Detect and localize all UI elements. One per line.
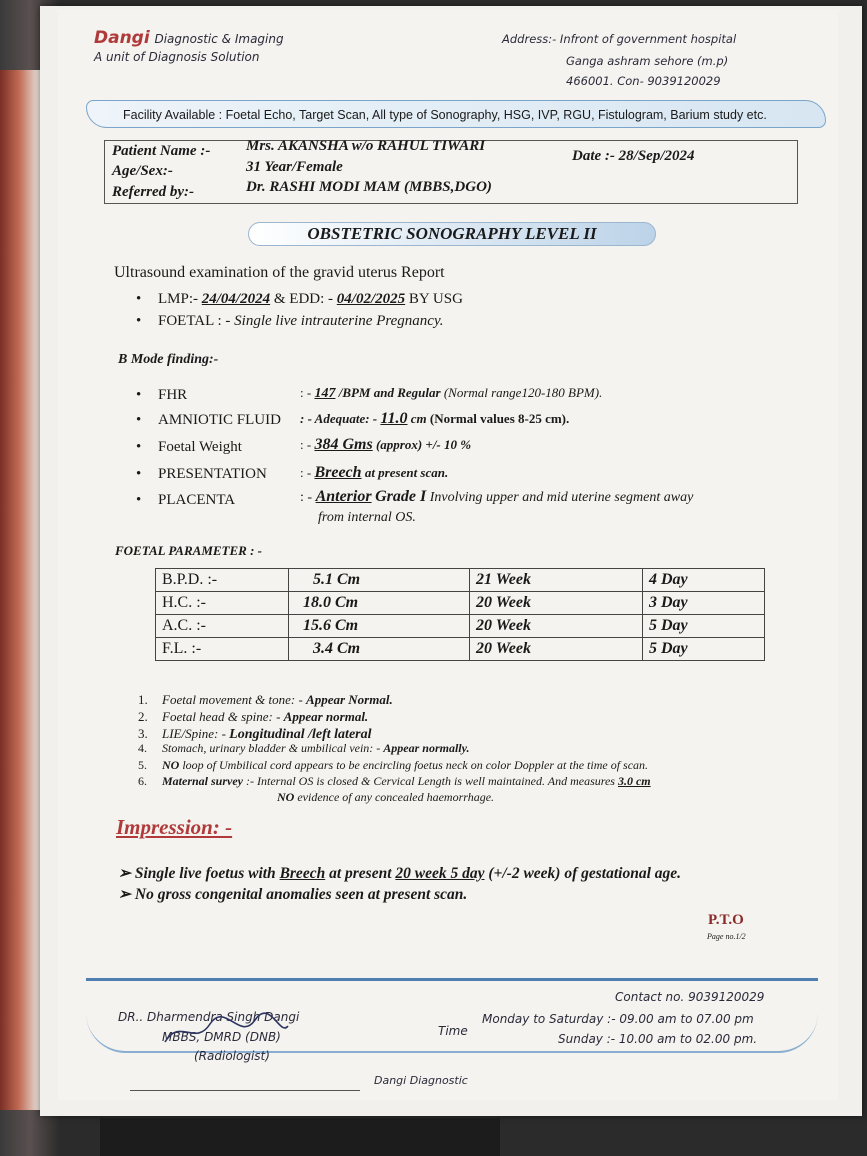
finding-label: PRESENTATION: [158, 466, 267, 482]
edd-suffix: BY USG: [408, 291, 463, 307]
signature-scribble: [160, 1012, 290, 1052]
lmp-line: [158, 291, 463, 308]
time-weekdays: Monday to Saturday :- 09.00 am to 07.00 pm: [482, 1012, 754, 1026]
arrow-icon: ➢: [118, 886, 131, 903]
param-week: 20 Week: [470, 638, 643, 661]
cervical-length: 3.0 cm: [617, 774, 651, 788]
item-bold: Appear normal.: [283, 709, 369, 724]
address-line-3: 466001. Con- 9039120029: [566, 74, 721, 88]
foetal-parameter-table: [155, 568, 765, 661]
finding-row: [158, 439, 242, 456]
list-item: [138, 758, 649, 773]
finding-row: [158, 387, 187, 404]
age-label: Age/Sex:-: [112, 163, 173, 179]
list-item: [138, 774, 651, 789]
param-day: 3 Day: [643, 592, 765, 615]
item-text: evidence of any concealed haemorrhage.: [297, 790, 495, 804]
finding-value: 11.0: [380, 410, 408, 427]
report-title: OBSTETRIC SONOGRAPHY LEVEL II: [248, 222, 656, 246]
finding-row: [158, 466, 267, 483]
referred-label: Referred by:-: [112, 184, 195, 200]
param-value: 5.1 Cm: [289, 569, 470, 592]
patient-name-value: Mrs. AKANSHA w/o RAHUL TIWARI: [246, 138, 486, 154]
item-bold: Maternal survey: [162, 774, 243, 788]
item-text: :- Internal OS is closed & Cervical Length is well maintained. And measures: [243, 774, 618, 788]
foetal-line: [158, 313, 444, 330]
list-item: [138, 741, 470, 756]
finding-prefix: : -: [300, 385, 312, 400]
tagline: A unit of Diagnosis Solution: [94, 50, 260, 64]
footer-rule: [130, 1090, 360, 1091]
intro-text: Ultrasound examination of the gravid uterus Report: [114, 264, 445, 281]
finding-prefix: : -: [300, 490, 313, 505]
impression-text: No gross congenital anomalies seen at present scan.: [134, 886, 468, 903]
param-name: H.C. :-: [156, 592, 289, 615]
param-name: A.C. :-: [156, 615, 289, 638]
item-bold: Appear normally.: [383, 741, 470, 755]
impression-item-2: [118, 885, 467, 904]
table-row: [156, 638, 765, 661]
edd-value: 04/02/2025: [336, 291, 406, 307]
finding-note: (Normal range120-180 BPM).: [443, 385, 603, 400]
list-item-continued: [277, 790, 494, 805]
item-number: 3.: [138, 726, 148, 741]
finding-detail: [300, 385, 602, 402]
item-number: 2.: [138, 709, 148, 724]
list-item: [138, 692, 393, 708]
edd-label: & EDD: -: [273, 291, 334, 307]
finding-detail: [300, 436, 471, 454]
finding-label: AMNIOTIC FLUID: [158, 412, 281, 428]
patient-name-label: Patient Name :-: [112, 143, 211, 159]
item-bold: NO: [162, 758, 180, 772]
facilities-bar: Facility Available : Foetal Echo, Target Scan, All type of Sonography, HSG, IVP, RGU, Fistulogram, Barium study etc.: [86, 100, 826, 128]
finding-prefix: : -: [300, 465, 312, 480]
impression-ga: 20 week 5 day: [395, 865, 485, 882]
finding-value: Breech: [314, 464, 362, 481]
item-number: 4.: [138, 741, 147, 755]
signature-line: Dangi Diagnostic: [374, 1074, 468, 1087]
impression-text: (+/-2 week) of gestational age.: [488, 865, 682, 882]
param-name: B.P.D. :-: [156, 569, 289, 592]
finding-rest: /BPM and Regular: [338, 385, 441, 400]
doctor-name: DR.. Dharmendra Singh Dangi: [118, 1010, 300, 1024]
param-value: 15.6 Cm: [289, 615, 470, 638]
finding-row: [158, 492, 235, 509]
item-number: 5.: [138, 758, 147, 772]
param-week: 20 Week: [470, 615, 643, 638]
time-sunday: Sunday :- 10.00 am to 02.00 pm.: [558, 1032, 758, 1046]
finding-value: 384 Gms: [314, 436, 373, 453]
pto-label: P.T.O: [708, 912, 744, 928]
foetal-label: FOETAL : -: [158, 313, 231, 329]
item-text: LIE/Spine: -: [162, 726, 230, 741]
item-number: 1.: [138, 692, 148, 707]
finding-rest: cm: [410, 411, 427, 426]
finding-note: Involving upper and mid uterine segment away: [429, 490, 694, 505]
param-day: 4 Day: [643, 569, 765, 592]
param-week: 21 Week: [470, 569, 643, 592]
address-line-1: Address:- Infront of government hospital: [502, 32, 737, 46]
finding-label: Foetal Weight: [158, 439, 242, 455]
time-label: Time: [438, 1024, 468, 1038]
param-name: F.L. :-: [156, 638, 289, 661]
impression-presentation: Breech: [279, 865, 326, 882]
finding-rest: Grade I: [375, 488, 427, 505]
finding-value: Anterior: [315, 488, 372, 505]
finding-prefix: : - Adequate: -: [300, 411, 378, 426]
item-number: 6.: [138, 774, 147, 788]
report-date: Date :- 28/Sep/2024: [572, 148, 695, 164]
item-bold: Appear Normal.: [306, 692, 393, 707]
page-number: Page no.1/2: [707, 932, 746, 941]
finding-rest: (approx) +/- 10 %: [375, 437, 472, 452]
finding-label: PLACENTA: [158, 492, 236, 508]
foetal-value: Single live intrauterine Pregnancy.: [234, 313, 444, 329]
impression-text: Single live foetus with: [134, 865, 276, 882]
brand-rest: Diagnostic & Imaging: [154, 32, 284, 46]
finding-detail: [300, 464, 448, 482]
age-value: 31 Year/Female: [246, 159, 343, 175]
param-heading: FOETAL PARAMETER : -: [115, 543, 262, 558]
param-value: 18.0 Cm: [289, 592, 470, 615]
brand-name: Dangi: [94, 28, 150, 48]
item-bold: Longitudinal /left lateral: [229, 727, 372, 742]
param-value: 3.4 Cm: [289, 638, 470, 661]
lmp-label: LMP:-: [158, 291, 199, 307]
doctor-role: (Radiologist): [194, 1049, 270, 1063]
placenta-line-2: from internal OS.: [318, 510, 416, 525]
contact-number: Contact no. 9039120029: [615, 990, 765, 1004]
impression-heading: Impression: -: [116, 815, 233, 839]
item-text: loop of Umbilical cord appears to be encircling foetus neck on color Doppler at the time of scan.: [179, 758, 649, 772]
item-text: Stomach, urinary bladder & umbilical vein: -: [162, 741, 384, 755]
brand-line: [94, 28, 284, 48]
finding-label: FHR: [158, 387, 188, 403]
finding-value: 147: [314, 386, 336, 401]
table-row: [156, 569, 765, 592]
finding-note: (Normal values 8-25 cm).: [429, 411, 570, 426]
keyboard-edge: [100, 1118, 500, 1156]
finding-detail: [300, 488, 693, 506]
list-item: [138, 709, 369, 725]
lmp-value: 24/04/2024: [201, 291, 271, 307]
doctor-quals: MBBS, DMRD (DNB): [162, 1030, 281, 1044]
item-text: Foetal movement & tone: -: [162, 692, 307, 707]
item-bold: NO: [277, 790, 295, 804]
finding-detail: [300, 410, 569, 428]
table-row: [156, 615, 765, 638]
referred-value: Dr. RASHI MODI MAM (MBBS,DGO): [246, 179, 492, 195]
param-week: 20 Week: [470, 592, 643, 615]
address-line-2: Ganga ashram sehore (m.p): [566, 54, 729, 68]
param-day: 5 Day: [643, 615, 765, 638]
finding-rest: at present scan.: [364, 465, 449, 480]
impression-item-1: [118, 864, 681, 883]
table-row: [156, 592, 765, 615]
impression-text: at present: [329, 865, 392, 882]
item-text: Foetal head & spine: -: [162, 709, 284, 724]
finding-prefix: : -: [300, 437, 312, 452]
param-day: 5 Day: [643, 638, 765, 661]
finding-row: [158, 412, 281, 429]
bmode-heading: B Mode finding:-: [118, 352, 219, 367]
arrow-icon: ➢: [118, 865, 131, 882]
